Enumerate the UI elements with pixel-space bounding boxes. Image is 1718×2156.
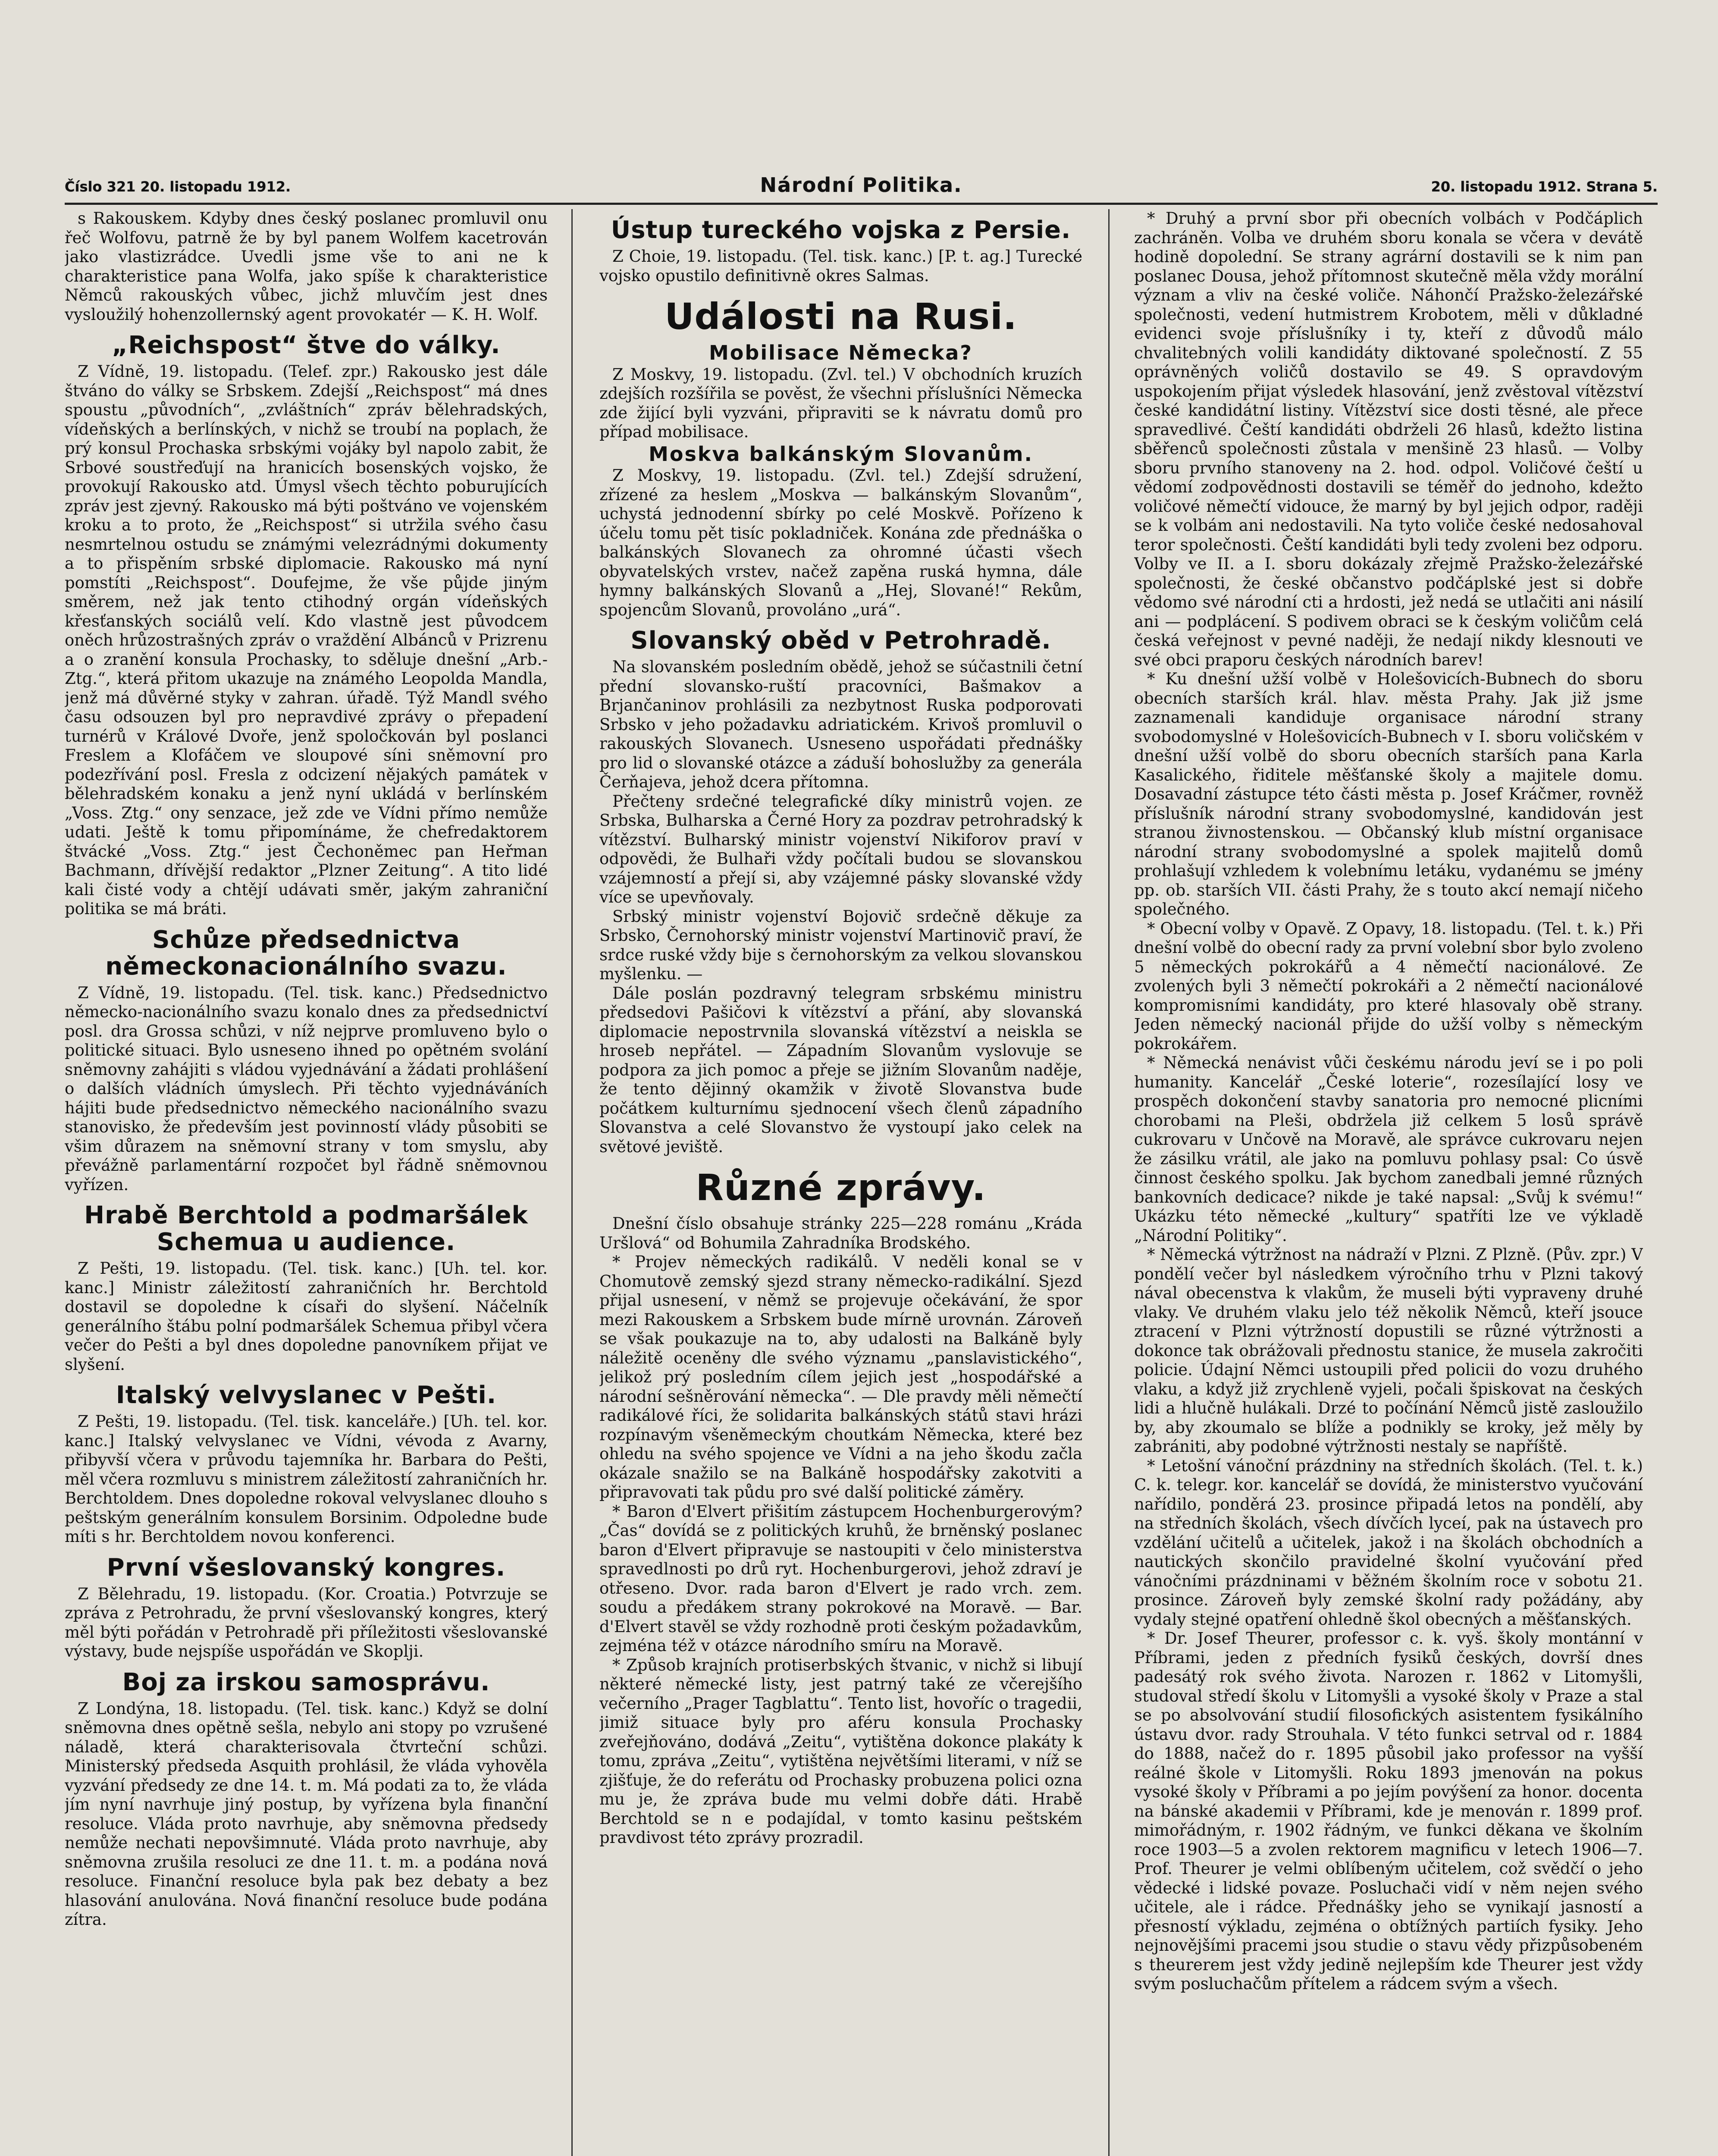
page-header <box>65 172 1658 205</box>
article-headline: Schůze předsednictva německonacionálního svazu. <box>105 925 507 981</box>
article-text: Dnešní číslo obsahuje stránky 225—228 románu „Kráda Uršlová“ od Bohumila Zahradníka Brodského. <box>599 1214 1082 1252</box>
column-2 <box>599 209 1082 2156</box>
article-text: Z Moskvy, 19. listopadu. (Zvl. tel.) Zdejší sdružení, zřízené za heslem „Moskva — balkánským Slovanům“, uchystá jednodenní sbírky po celé Moskvě. Pořízeno k účelu tomu pět tisíc pokladniček. Konána zde přednáška o balkánských Slovanech za ohromné účasti všech obyvatelských vrstev, načež zapěna ruská hymna, dále hymny balkánských Slovanů a „Hej, Slované!“ Rekům, spojencům Slovanů, provoláno „urá“. <box>599 466 1082 619</box>
article-text: Přečteny srdečné telegrafické díky ministrů vojen. ze Srbska, Bulharska a Černé Hory za pozdrav petrohradský k vítězství. Bulharský ministr vojenství Nikiforov praví v odpovědi, že Bulhaři vždy počítali budou se slovanskou vzájemností a přejí si, aby vzájemné pásky slovanské vždy více se upevňovaly. <box>599 792 1082 906</box>
article-headline: Ústup tureckého vojska z Persie. <box>611 216 1071 244</box>
article-text: * Projev německých radikálů. V neděli konal se v Chomutově zemský sjezd strany německo-radikální. Sjezd přijal usnesení, v němž se projevuje očekávání, že spor mezi Rakouskem a Srbskem bude mírně urovnán. Zároveň se však poukazuje na to, aby udalosti na Balkáně byly náležitě oceněny dle svého významu „panslavistického“, jelikož prý posledním cílem jejich jest „hospodářské a národní sešněrování německa“. — Dle pravdy měli němečtí radikálové říci, že solidarita balkánských států stavi hrázi rozpínavým všeněmeckým choutkám Německa, které bez ohledu na svého spojence ve Vídni a na jeho škodu začla okázale snažilo se na Balkáně hospodářsky zakotviti a připravovati tak půdu pro své další politické záměry. <box>599 1253 1082 1501</box>
article-text: * Obecní volby v Opavě. Z Opavy, 18. listopadu. (Tel. t. k.) Při dnešní volbě do obecní rady za první volební sbor bylo zvoleno 5 německých pokrokářů a 4 němečtí nacionálové. Ze zvolených byli 3 němečtí pokrokáři a 2 němečtí nacionálové kompromisními kandidáty, pro které hlasovaly obě strany. Jeden německý nacionál přijde do užší volby s německým pokrokářem. <box>1134 919 1643 1053</box>
article-headline: Boj za irskou samosprávu. <box>122 1668 490 1696</box>
article-headline: „Reichspost“ štve do války. <box>112 331 501 359</box>
article-headline: Hrabě Berchtold a podmaršálek Schemua u audience. <box>84 1201 528 1256</box>
article-text: * Baron d'Elvert přišitím zástupcem Hochenburgerovým? „Čas“ dovídá se z politických kruhů, že brněnský poslanec baron d'Elvert připravuje se nastoupiti v čelo ministerstva spravedlnosti po drů ryt. Hochenburgerovi, jehož zdraví je otřeseno. Dvor. rada baron d'Elvert je rado vrch. zem. soudu a předákem strany pokrokové na Moravě. — Bar. d'Elvert stavěl se vždy rozhodně proti českým požadavkům, zejména též v otázce národního smíru na Moravě. <box>599 1502 1082 1655</box>
article-headline: První všeslovanský kongres. <box>107 1553 506 1582</box>
article-text: * Německá výtržnost na nádraží v Plzni. Z Plzně. (Pův. zpr.) V pondělí večer byl následkem výročního trhu v Plzni takový nával obecenstva k vlakům, že museli býti vypraveny druhé vlaky. Ve druhém vlaku jelo též několik Němců, kteří jsouce ztracení v Plzni výtržností dopustili se různé výtržnosti a dokonce tak obrážovali přednostu stanice, že musela zakročiti policie. Údajní Němci ustoupili před policii do vozu druhého vlaku, a když již zrychleně vyjeli, počali špiskovat na českých lidi a hlučně hulákali. Drzé to počínání Němců jistě zasloužilo by, aby zkoumalo se blíže a podnikly se kroky, jež měly by zabrániti, aby podobné výtržnosti nestaly se napříště. <box>1134 1245 1643 1456</box>
article-text: Z Pešti, 19. listopadu. (Tel. tisk. kanceláře.) [Uh. tel. kor. kanc.] Italský velvyslanec ve Vídni, vévoda z Avarny, přibyvší včera v průvodu tajemníka hr. Barbara do Pešti, měl včera rozmluvu s ministrem záležitostí zahraničních hr. Berchtoldem. Dnes dopoledne rokoval velvyslanec dlouho s peštským generálním konsulem Borsinim. Odpoledne bude míti s hr. Berchtoldem novou konferenci. <box>65 1412 548 1546</box>
article-text: Z Moskvy, 19. listopadu. (Zvl. tel.) V obchodních kruzích zdejších rozšířila se pověst, že všechni příslušníci Německa zde žijící byli vyzváni, připraviti se k návratu domů pro případ mobilisace. <box>599 365 1082 441</box>
column-divider <box>1108 209 1110 2156</box>
article-text: Na slovanském posledním obědě, jehož se súčastnili četní přední slovansko-ruští pracovníci, Bašmakov a Brjančaninov prohlásili za nezbytnost Ruska podporovati Srbsko v jeho požadavku adriatickém. Krivoš promluvil o rakouských Slovanech. Usneseno uspořádati přednášky pro lid o slovanské otázce a záduší bohoslužby za generála Čerňajeva, jehož dcera přítomna. <box>599 658 1082 791</box>
article-text: Z Vídně, 19. listopadu. (Telef. zpr.) Rakousko jest dále štváno do války se Srbskem. Zdejší „Reichspost“ má dnes spoustu „původních“, „zvláštních“ zpráv bělehradských, vídeňských a berlínských, v nichž se troubí na poplach, že prý konsul Prochaska srbskými vojáky byl napolo zabit, že Srbové soustřeďují na hranicích bosenských vojsko, že provokují Rakousko atd. Úmysl všech těchto poburujících zpráv jest zjevný. Rakousko má býti poštváno ve vojenském kroku a to proto, že „Reichspost“ si utržila svého času nesmrtelnou ostudu se známými velezrádnými dokumenty a to přispěním srbské diplomacie. Rakousko má nyní pomstíti „Reichspost“. Doufejme, že vše půjde jiným směrem, než jak tento ctihodný orgán vídeňských křesťanských sociálů velí. Kdo vlastně jest původcem oněch hrůzostrašných zpráv o vraždění Albánců v Prizrenu a o zranění konsula Prochasky, to sděluje dnešní „Arb.-Ztg.“, která přitom ukazuje na známého Leopolda Mandla, jenž má důvěrné styky v zahran. úřadě. Týž Mandl svého času odsouzen byl pro nepravdivé zprávy o přepadení turnérů v Králové Dvoře, jenž spoločkován byl poslanci Freslem a Klofáčem ve sloupové síni sněmovní pro podezřívání posl. Fresla z odcizení nějakých památek v bělehradském konaku a jenž nyní ukládá v berlínském „Voss. Ztg.“ ony senzace, jež zde ve Vídni přímo nemůže udati. Ještě k tomu připomínáme, že chefredaktorem štvácké „Voss. Ztg.“ jest Čechoněmec pan Heřman Bachmann, dřívější redaktor „Plzner Zeitung“. A tito lidé kali čisté vody a chtějí udávati směr, jakým zahraniční politika se má bráti. <box>65 362 548 918</box>
article-headline: Italský velvyslanec v Pešti. <box>116 1381 497 1409</box>
issue-number: Číslo 321 20. listopadu 1912. <box>65 179 291 195</box>
section-headline: Různé zprávy. <box>696 1166 986 1209</box>
article-text: Z Bělehradu, 19. listopadu. (Kor. Croatia.) Potvrzuje se zpráva z Petrohradu, že první všeslovanský kongres, který měl býti pořádán v Petrohradě při příležitosti všeslovanské výstavy, bude nejspíše uspořádán ve Skoplji. <box>65 1584 548 1661</box>
article-text: s Rakouskem. Kdyby dnes český poslanec promluvil onu řeč Wolfovu, patrně že by byl panem Wolfem kacetrován jako vlastizrádce. Uvedli jsme vše to ani ne k charakteristice pana Wolfa, jako spíše k charakteristice Němců rakouských vůbec, jichž mluvčím jest dnes vysloužilý hohenzollernský agent provokatér — K. H. Wolf. <box>65 209 548 324</box>
article-text: * Dr. Josef Theurer, professor c. k. vyš. školy montánní v Příbrami, jeden z předních fysiků českých, dovrší dnes padesátý rok svého života. Narozen r. 1862 v Litomyšli, studoval středí školu v Litomyšli a vysoké školy v Praze a stal se po absolvování studií filosofických asistentem fysikálního ústavu dvor. rady Strouhala. V této funkci setrval od r. 1884 do 1888, načež do r. 1895 působil jako professor na vyšší reálné škole v Litomyšli. Roku 1893 jmenován na pokus vysoké školy v Příbrami a po jejím povýšení za honor. docenta na bánské akademii v Příbrami, kde je menován r. 1899 prof. mimořádným, r. 1902 řádným, ve funkci děkana ve školním roce 1903—5 a zvolen rektorem magnificu v letech 1906—7. Prof. Theurer je velmi oblíbeným učitelem, což svědčí o jeho vědecké i lidské povaze. Posluchači vidí v něm nejen svého učitele, ale i rádce. Přednášky jeho se vynikají jasností a přesností výkladu, zejména o obtížných partiích fysiky. Jeho nejnovějšími pracemi jsou studie o stavu vědy přizpůsobeném s theurerem jest vždy jedině nejlepším kde Theurer jest vždy svým posluchačům přítelem a rádcem svým a všech. <box>1134 1629 1643 1993</box>
masthead-title: Národní Politika. <box>760 173 962 197</box>
article-text: Z Londýna, 18. listopadu. (Tel. tisk. kanc.) Když se dolní sněmovna dnes opětně sešla, nebylo ani stopy po vzrušené náladě, která charakterisovala čtvrteční schůzi. Ministerský předseda Asquith prohlásil, že vláda vyhověla vyzvání předsedy ze dne 14. t. m. Má podati za to, že vláda jím nyní navrhuje jiný postup, by vyřízena byla finanční resoluce. Vláda proto navrhuje, aby sněmovna předsedy nemůže nechati nepovšimnuté. Vláda proto navrhuje, aby sněmovna zrušila resoluci ze dne 11. t. m. a podána nová resoluce. Finanční resoluce byla pak bez debaty a bez hlasování anulována. Nová finanční resoluce bude podána zítra. <box>65 1699 548 1929</box>
article-text: * Letošní vánoční prázdniny na středních školách. (Tel. t. k.) C. k. telegr. kor. kancelář se dovídá, že ministerstvo vyučování nařídilo, ponděrá 23. prosince připadá letos na pondělí, aby na středních školách, všech dívčích lyceí, pak na ústavech pro vzdělání učitelů a učitelek, jakož i na školách obchodních a nautických skončilo pravidelné školní vyučování před vánočními prázdninami v běžném školním roce v sobotu 21. prosince. Zároveň byly zemské školní rady požádány, aby vydaly stejné opatření ohledně škol obecných a měšťanských. <box>1134 1456 1643 1629</box>
column-3 <box>1134 209 1643 2156</box>
section-headline: Události na Rusi. <box>665 295 1017 338</box>
article-headline: Slovanský oběd v Petrohradě. <box>630 627 1051 655</box>
article-text: Dále poslán pozdravný telegram srbskému ministru předsedovi Pašičovi k vítězství a přání, aby slovanská diplomacie nepostrvnila slovanská vítězství a neiskla se hroseb nepřátel. — Západním Slovanům vyslovuje se podpora za jich pomoc a přeje se jižním Slovanům naděje, že tento dějinný okamžik v životě Slovanstva bude počátkem kulturnímu sjednocení všech členů západního Slovanstva a celé Slovanstvo že vystoupí jako celek na světové jeviště. <box>599 984 1082 1156</box>
article-text: Srbský ministr vojenství Bojovič srdečně děkuje za Srbsko, Černohorský ministr vojenství Martinovič praví, že srdce ruské vždy bije s černohorským za velkou slovanskou myšlenku. — <box>599 907 1082 983</box>
article-text: * Druhý a první sbor při obecních volbách v Podčáplich zachráněn. Volba ve druhém sboru konala se včera v devátě hodině dopolední. Se strany agrární dostavili se k nim pan poslanec Dousa, jehož přítomnost skutečně měla vždy morální význam a vliv na české voliče. Náhončí Pražsko-železářské společnosti, vedení hutmistrem Krobotem, měli v důkladné evidenci svoje příslušníky i ty, kteří z důvodů málo chvalitebných volili kandidáty diktované společností. Z 55 oprávněných voličů dostavilo se 49. S opravdovým uspokojením přijat výsledek hlasování, jenž zvěstoval vítězství české kandidátní listiny. Vítězství sice dosti těsné, ale přece spravedlivé. Čeští kandidáti obdrželi 26 hlasů, kdežto listina sběřenců společnosti zůstala v menšině 23 hlasů. — Volby sboru prvního stanoveny na 2. hod. odpol. Voličové čeští u vědomí zodpovědnosti dostavili se téměř do jednoho, kdežto voličové němečtí vidouce, že marný by byl jejich odpor, raději se k volbám ani nedostavili. Na tyto voliče české nedosahoval teror společnosti. Čeští kandidáti byli tedy zvoleni bez odporu. Volby ve II. a I. sboru dokázaly zřejmě Pražsko-železářské společnosti, že české občanstvo podčáplské jest si dobře vědomo své národní cti a hrdosti, jež nedá se utlačiti ani násilí ani — podplácení. S podivem obraci se k českým voličům celá česká veřejnost v pevné naději, že nedají nikdy klesnouti ve své obci praporu českých národních barev! <box>1134 209 1643 669</box>
column-divider <box>571 209 573 2156</box>
column-1 <box>65 209 548 2156</box>
article-text: Z Pešti, 19. listopadu. (Tel. tisk. kanc.) [Uh. tel. kor. kanc.] Ministr záležitostí zahraničních hr. Berchtold dostavil se dopoledne k císaři do slyšení. Náčelník generálního štábu polní podmaršálek Schemua přibyl včera večer do Pešti a byl dnes dopoledne panovníkem přijat ve slyšení. <box>65 1259 548 1374</box>
article-subheadline: Mobilisace Německa? <box>709 341 973 364</box>
article-text: * Způsob krajních protiserbských štvanic, v nichž si libují některé německé listy, jest patrný také ze včerejšího večerního „Prager Tagblattu“. Tento list, hovoříc o tragedii, jimiž situace byly pro aféru konsula Prochasky zveřejňováno, dodává „Zeitu“, vytištěna dokonce plakáty k tomu, zpráva „Zeitu“, vytištěna největšími literami, v níž se zjišťuje, že do referátu od Prochasky probuzena polici ozna mu je, že zpráva bude mu velmi dobře dáti. Hrabě Berchtold se n e podajídal, v tomto kasinu peštském pravdivost této zprávy prozradil. <box>599 1655 1082 1847</box>
date-and-page: 20. listopadu 1912. Strana 5. <box>1431 179 1658 195</box>
article-text: Z Choie, 19. listopadu. (Tel. tisk. kanc.) [P. t. ag.] Turecké vojsko opustilo definitivně okres Salmas. <box>599 247 1082 285</box>
article-text: Z Vídně, 19. listopadu. (Tel. tisk. kanc.) Předsednictvo německo-nacionálního svazu konalo dnes za předsednictví posl. dra Grossa schůzi, v níž nejprve promluveno bylo o politické situaci. Bylo usneseno ihned po opětném svolání sněmovny zahájiti s vládou vyjednávání a žádati prohlášení o dalších vládních úmyslech. Při těchto vyjednáváních hájiti bude předsednictvo německého nacionálního svazu stanovisko, že především jest povinností vlády působiti se všim důrazem na sněmovní strany v tom smyslu, aby převážně parlamentární rozpočet byl řádně sněmovnou vyřízen. <box>65 983 548 1194</box>
article-text: * Německá nenávist vůči českému národu jeví se i po poli humanity. Kancelář „České loterie“, rozesílající losy ve prospěch dokončení stavby sanatoria pro nemocné plicními chorobami na Pleši, obdržela již celkem 5 losů správě cukrovaru v Unčově na Moravě, ale správce cukrovaru nejen že zásilku vrátil, ale jako na pomluvu pohlasy psal: Co úsvě činnost českého spolku. Jak bychom zanedbali jemné různých bankovních dedicace? nikde je také napsal: „Svůj k svému!“ Ukázku této německé „kultury“ spatříti lze ve výkladě „Národní Politiky“. <box>1134 1053 1643 1245</box>
article-text: * Ku dnešní užší volbě v Holešovicích-Bubnech do sboru obecních starších král. hlav. města Prahy. Jak již jsme zaznamenali kandiduje organisace národní strany svobodomyslné v Holešovicích-Bubnech v I. sboru voličském v dnešní užší volbě do sboru obecních starších pana Karla Kasalického, řiditele měšťanské školy a majitele domu. Dosavadní zástupce této části města p. Josef Kráčmer, rovněž příslušník národní strany svobodomyslné, kandidován jest stranou živnostenskou. — Občanský klub místní organisace národní strany svobodomyslné a spolek majitelů domů prohlašují vzhledem k volebnímu letáku, vydanému se jmény pp. ob. starších VII. části Prahy, že s touto akcí nemají ničeho společného. <box>1134 670 1643 918</box>
article-subheadline: Moskva balkánským Slovanům. <box>649 442 1033 466</box>
